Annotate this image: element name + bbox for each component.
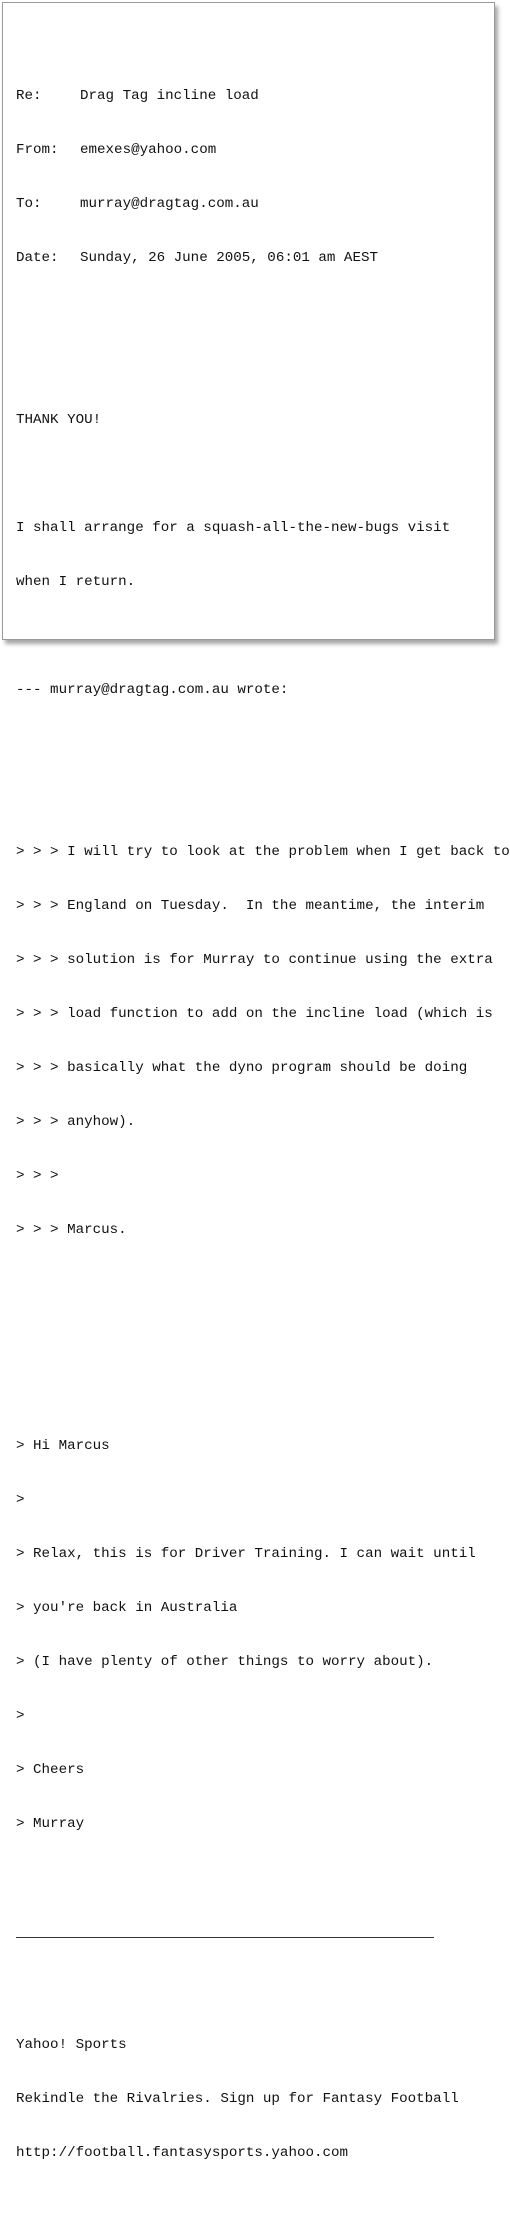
quoted-line: > Relax, this is for Driver Training. I can wait until — [16, 1546, 476, 1562]
email-window — [2, 2, 510, 2161]
header-date-value: Sunday, 26 June 2005, 06:01 am AEST — [80, 250, 378, 266]
email-header — [16, 51, 510, 303]
header-to-key: To: — [16, 196, 42, 212]
body-arrange-line-1: I shall arrange for a squash-all-the-new-bugs visit — [16, 520, 451, 536]
email-footer — [16, 2000, 510, 2198]
header-date-key: Date: — [16, 250, 59, 266]
quoted-block-marcus — [16, 807, 510, 1275]
header-from-key: From: — [16, 142, 59, 158]
header-re-row — [16, 87, 510, 105]
quoted-line: > > > I will try to look at the problem when I get back to — [16, 844, 510, 860]
quoted-line: > > > basically what the dyno program should be doing — [16, 1060, 468, 1076]
header-from-row — [16, 141, 510, 159]
quoted-line: > > > England on Tuesday. In the meantime, the interim — [16, 898, 485, 914]
quoted-line: > > > solution is for Murray to continue using the extra — [16, 952, 493, 968]
quoted-line: > > > — [16, 1168, 59, 1184]
spacer — [16, 735, 510, 753]
signature-divider — [16, 1937, 434, 1938]
header-to-row — [16, 195, 510, 213]
quoted-line: > > > anyhow). — [16, 1114, 136, 1130]
quoted-line: > — [16, 1708, 25, 1724]
quoted-line: > > > load function to add on the incline load (which is — [16, 1006, 493, 1022]
spacer — [16, 357, 510, 375]
footer-line-2: Rekindle the Rivalries. Sign up for Fantasy Football — [16, 2091, 459, 2107]
header-date-row — [16, 249, 510, 267]
quoted-line: > Hi Marcus — [16, 1438, 110, 1454]
spacer — [16, 465, 510, 483]
footer-line-1: Yahoo! Sports — [16, 2037, 127, 2053]
quoted-line: > Murray — [16, 1816, 85, 1832]
quoted-line: > (I have plenty of other things to worry about). — [16, 1654, 434, 1670]
spacer — [16, 627, 510, 645]
quoted-line: > Cheers — [16, 1762, 85, 1778]
email-content — [16, 15, 510, 2234]
quote-attribution: --- murray@dragtag.com.au wrote: — [16, 682, 289, 698]
header-re-value: Drag Tag incline load — [80, 88, 259, 104]
spacer — [16, 1329, 510, 1347]
header-to-value: murray@dragtag.com.au — [80, 196, 259, 212]
body-thanks: THANK YOU! — [16, 412, 102, 428]
quoted-line: > you're back in Australia — [16, 1600, 238, 1616]
quoted-line: > > > Marcus. — [16, 1222, 127, 1238]
header-re-key: Re: — [16, 88, 42, 104]
body-arrange-line-2: when I return. — [16, 574, 136, 590]
quoted-line: > — [16, 1492, 25, 1508]
quoted-block-murray — [16, 1401, 510, 1869]
header-from-value: emexes@yahoo.com — [80, 142, 217, 158]
footer-link[interactable]: http://football.fantasysports.yahoo.com — [16, 2145, 349, 2161]
